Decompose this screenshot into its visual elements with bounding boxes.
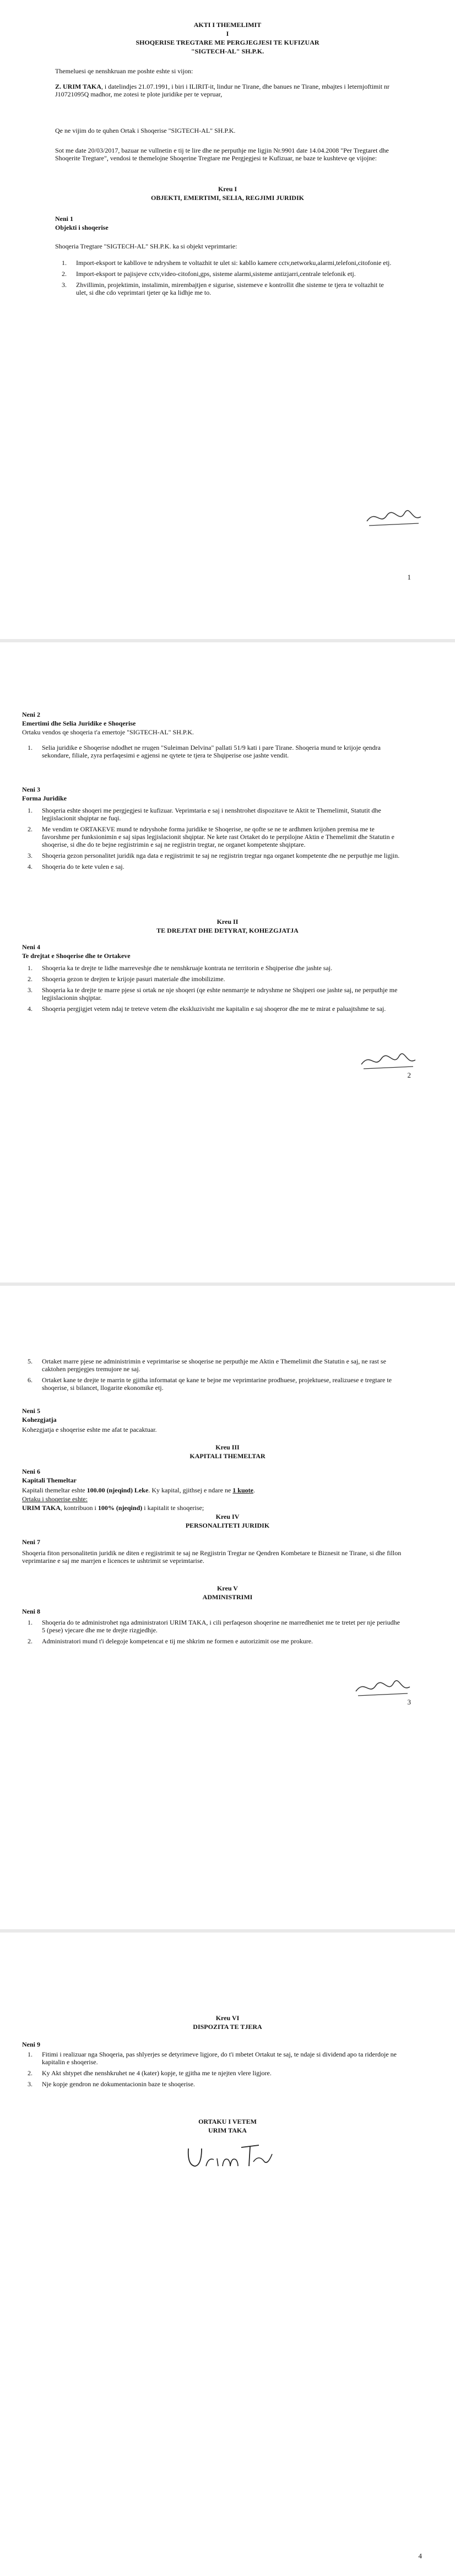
founder-name: Z. URIM TAKA [55,83,101,90]
list-item: 1. Selia juridike e Shoqerise ndodhet ne rrugen "Suleiman Delvina" pallati 51/9 kati i pare Tirane. Shoqeria mund te krijoje qendra sekondare, filiale, zyra perfaqesimi e agjensi ne qytete te tjera te Shqiperise ose jashte vendit. [28,744,381,759]
signature-block-name: URIM TAKA [208,2126,247,2134]
signature-block-title: ORTAKU I VETEM [198,2118,257,2125]
neni-6-subtitle: Kapitali Themeltar [22,1476,77,1484]
list-item: 5. Ortaket marre pjese ne administrimin e veprimtarise se shoqerise ne perputhje me Aktin e Themelimit dhe Statutin e saj, ne rast se caktohen pergjegjes tremujore ne saj. [28,1357,386,1373]
deed-title: AKTI I THEMELIMIT [193,21,262,29]
neni-7-text: Shoqeria fiton personalitetin juridik ne diten e regjistrimit te saj ne Regjistrin Tregtar ne Qendren Kombetare te Biznesit ne Tirane, si dhe fillon veprimtarine e saj me marrjen e licences te ushtrimit se veprimtarise. [22,1549,402,1565]
company-name: "SIGTECH-AL" SH.P.K. [191,47,264,55]
neni-1-subtitle: Objekti i shoqerise [55,224,109,231]
signature-mark [353,1677,413,1700]
page-number: 4 [418,2552,422,2560]
objekti-intro: Shoqeria Tregtare "SIGTECH-AL" SH.P.K. ka si objekt veprimtarie: [55,242,237,250]
list-item: 4. Shoqeria pergjigjet vetem ndaj te treteve vetem dhe ekskluzivisht me kapitalin e saj shoqeror dhe me te mirat e paluajtshme te saj. [28,1005,386,1013]
neni-9-list [28,2050,402,2091]
neni-2-subtitle: Emertimi dhe Selia Juridike e Shoqerise [22,719,136,727]
chapter-5-subtitle: ADMINISTRIMI [202,1593,253,1601]
chapter-2-title: Kreu II [216,918,239,926]
neni-8-list [28,1619,402,1648]
signature-mark [364,507,424,530]
page-1 [0,0,455,639]
list-item: 3. Zhvillimin, projektimin, instalimin, mirembajtjen e sigurise, sistemeve e kontrollit dhe sisteme te tjera te voltazhit te ulet, si dhe cdo veprimtari tjeter qe ka lidhje me to. [62,281,384,296]
neni-6-title: Neni 6 [22,1468,40,1475]
chapter-4-subtitle: PERSONALITETI JURIDIK [185,1522,270,1529]
signature-mark [358,1050,419,1073]
list-item: 6. Ortaket kane te drejte te marrin te gjitha informatat qe kane te bejne me veprimtarine prodhuese, projektuese, realizuese e tregtare te shoqerise, si bilancet, llogarite ekonomike etj. [28,1376,392,1392]
neni-3-list [28,807,402,874]
neni-2-title: Neni 2 [22,711,40,718]
neni-4-subtitle: Te drejtat e Shoqerise dhe te Ortakeve [22,952,131,960]
date-paragraph: Sot me date 20/03/2017, bazuar ne vullnetin e tij te lire dhe ne perputhje me ligjin Nr.9901 date 14.04.2008 "Per Tregtaret dhe Shoqerite Tregtare", vendosi te themelojne Shoqerine Tregtare me Pergjegjesi te Kufizuar, ne baze te kushteve qe vijojne: [55,147,389,162]
page-2 [0,642,455,1282]
neni-9-title: Neni 9 [22,2041,40,2048]
list-item: 2. Shoqeria gezon te drejten te krijoje pasuri materiale dhe imobilizime. [28,975,225,983]
list-item: 2. Ky Akt shtypet dhe nenshkruhet ne 4 (kater) kopje, te gjitha me te njejten vlere ligjore. [28,2069,272,2077]
neni-8-title: Neni 8 [22,1608,40,1615]
list-item: 3. Shoqeria gezon personalitet juridik nga data e regjistrimit te saj ne regjistrin tregtar nga organet kompetente dhe ne perputhje me ligjin. [28,852,400,859]
chapter-2-subtitle: TE DREJTAT DHE DETYRAT, KOHEZGJATJA [156,927,299,934]
chapter-5-title: Kreu V [217,1584,238,1592]
chapter-3-title: Kreu III [215,1443,240,1451]
neni-4-title: Neni 4 [22,943,40,951]
neni-5-title: Neni 5 [22,1407,40,1415]
capital-text: Kapitali themeltar eshte 100.00 (njeqind) Leke. Ky kapital, gjithsej e ndare ne 1 kuote. [22,1486,255,1494]
page-number: 1 [407,573,411,581]
intro-text: Themeluesi qe nenshkruan me poshte eshte si vijon: [55,67,193,75]
chapter-1-subtitle: OBJEKTI, EMERTIMI, SELIA, REGJIMI JURIDIK [151,194,304,202]
neni-7-title: Neni 7 [22,1538,40,1546]
list-item: 4. Shoqeria do te kete vulen e saj. [28,863,124,870]
founder-paragraph [55,83,397,98]
handwritten-signature [182,2137,275,2176]
page-3 [0,1286,455,1929]
neni-3-title: Neni 3 [22,786,40,793]
list-item: 2. Administratori mund t'i delegoje kompetencat e tij me shkrim ne formen e autorizimit ose me prokure. [28,1637,313,1645]
decision-text: Qe ne vijim do te quhen Ortak i Shoqerise "SIGTECH-AL" SH.P.K. [55,127,236,134]
chapter-3-subtitle: KAPITALI THEMELTAR [189,1452,266,1460]
page-number: 2 [407,1071,411,1079]
capital-amount: 100.00 (njeqind) Leke [86,1486,149,1494]
company-type: SHOQERISE TREGTARE ME PERGJEGJESI TE KUFIZUAR [136,39,319,46]
partner-label: Ortaku i shoqerise eshte: [22,1495,88,1503]
rights-list-continued [28,1357,402,1395]
chapter-6-subtitle: DISPOZITA TE TJERA [193,2023,262,2031]
share-line: URIM TAKA, kontribuon i 100% (njeqind) i kapitalit te shoqerise; [22,1504,204,1512]
list-item: 1. Fitimi i realizuar nga Shoqeria, pas shlyerjes se detyrimeve ligjore, do t'i mbetet Ortakut te saj, te ndaje si dividend apo ta riderdoje ne kapitalin e shoqerise. [28,2050,397,2066]
chapter-1-title: Kreu I [218,185,237,193]
neni-5-text: Kohezgjatja e shoqerise eshte me afat te pacaktuar. [22,1426,157,1433]
deed-subtitle: I [226,30,229,37]
page-number: 3 [407,1698,411,1706]
list-item: 1. Shoqeria ka te drejte te lidhe marreveshje dhe te nenshkruaje kontrata ne territorin e Shqiperise dhe jashte saj. [28,964,333,972]
list-item: 3. Shoqeria ka te drejte te marre pjese si ortak ne nje shoqeri (qe eshte nenmarrje te ndryshme ne Shqiperi ose jashte saj, ne perputhje me legjislacionin shqiptar. [28,986,398,1002]
founder-details: , i datelindjes 21.07.1991, i biri i ILIRIT-it, lindur ne Tirane, dhe banues ne Tirane, mbajtes i leternjoftimit nr J10721095Q madhor, me zotesi te plote juridike per te vepruar, [55,83,390,98]
objekti-list [62,259,392,300]
neni-2-intro: Ortaku vendos qe shoqeria t'a emertoje "SIGTECH-AL" SH.P.K. [22,728,194,736]
list-item: 2. Import-eksport te pajisjeve cctv,video-citofoni,gps, sisteme alarmi,sisteme antizjarri,centrale telefonik etj. [62,270,356,278]
list-item: 2. Me vendim te ORTAKEVE mund te ndryshohe forma juridike te Shoqerise, ne qofte se ne te ardhmen krijohen premisa me te favorshme per funksionimin e saj sipas legjislacionit shqiptar. Ne kete rast Ortaket do te perpilojne Aktin e Themelimit dhe Statutin e shoqerise, si dhe do te bejne regjistrimin e saj ne regjistrin tregtar, ne organet kompetente shqiptare. [28,825,394,848]
neni-2-list [28,744,402,762]
quota-count: 1 kuote [232,1486,253,1494]
list-item: 1. Shoqeria eshte shoqeri me pergjegjesi te kufizuar. Veprimtaria e saj i nenshtrohet dispozitave te Aktit te Themelimit, Statutit dhe legjislacionit shqiptar ne fuqi. [28,807,381,822]
neni-5-subtitle: Kohezgjatja [22,1416,57,1424]
list-item: 3. Nje kopje gendron ne dokumentacionin baze te shoqerise. [28,2080,195,2088]
neni-4-list [28,964,402,1016]
list-item: 1. Shoqeria do te administrohet nga administratori URIM TAKA, i cili perfaqeson shoqerine ne marredheniet me te tretet per nje periudhe 5 (pese) vjecare dhe me te drejte rizgjedhje. [28,1619,400,1634]
neni-1-title: Neni 1 [55,215,73,223]
chapter-6-title: Kreu VI [215,2014,240,2022]
page-4 [0,1933,455,2576]
neni-3-subtitle: Forma Juridike [22,794,67,802]
list-item: 1. Import-eksport te kabllove te ndryshem te voltazhit te ulet si: kabllo kamere cctv,networku,alarmi,telefoni,citofonie etj. [62,259,392,267]
chapter-4-title: Kreu IV [215,1513,240,1520]
